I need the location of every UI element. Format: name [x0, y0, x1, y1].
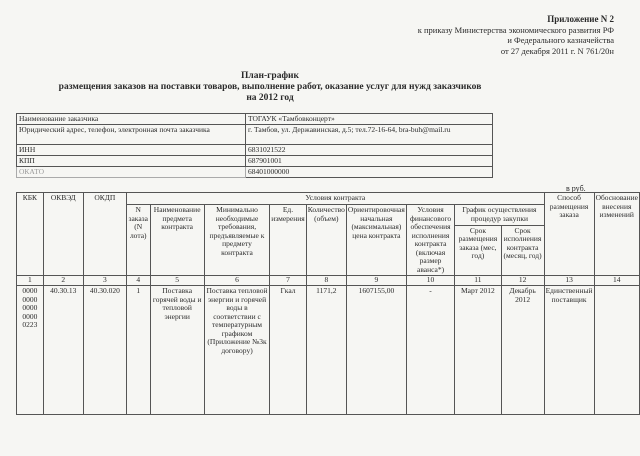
- cell-lot: 1: [126, 286, 150, 415]
- header-execution-date: Срок исполнения контракта (месяц, год): [501, 225, 544, 275]
- column-number: 9: [346, 276, 406, 286]
- plan-heading: [0, 71, 540, 104]
- header-contract-terms: Условия контракта: [126, 193, 544, 205]
- info-row: [17, 156, 493, 167]
- cell-kbk: 0000 0000 0000 0000 0223: [17, 286, 44, 415]
- column-number: 10: [406, 276, 454, 286]
- info-row: [17, 145, 493, 156]
- column-number: 2: [43, 276, 83, 286]
- cell-financing: -: [406, 286, 454, 415]
- info-label: ИНН: [17, 145, 246, 156]
- plan-year: на 2012 год: [246, 93, 294, 103]
- header-name: Наименование предмета контракта: [150, 205, 204, 276]
- header-kbk: КБК: [17, 193, 44, 276]
- column-number: 6: [204, 276, 269, 286]
- cell-price: 1607155,00: [346, 286, 406, 415]
- info-value: 68401000000: [246, 167, 493, 178]
- column-number: 11: [455, 276, 501, 286]
- info-label: КПП: [17, 156, 246, 167]
- appendix-line-2: и Федерального казначейства: [507, 35, 614, 45]
- cell-placement-date: Март 2012: [455, 286, 501, 415]
- appendix-line-1: к приказу Министерства экономического развития РФ: [417, 24, 614, 35]
- header-price: Ориентировочная начальная (максимальная) цена контракта: [346, 205, 406, 276]
- header-requirements: Минимально необходимые требования, предъявляемые к предмету контракта: [204, 205, 269, 276]
- info-row: [17, 114, 493, 125]
- header-lot: N заказа (N лота): [126, 205, 150, 276]
- column-number: 3: [83, 276, 126, 286]
- plan-title: План-график: [241, 71, 299, 81]
- info-row: [17, 167, 493, 178]
- column-number: 14: [594, 276, 639, 286]
- cell-unit: Гкал: [270, 286, 307, 415]
- cell-name: Поставка горячей воды и тепловой энергии: [150, 286, 204, 415]
- header-placement-date: Срок размещения заказа (мес, год): [455, 225, 501, 275]
- cell-quantity: 1171,2: [306, 286, 346, 415]
- header-financing: Условия финансового обеспечения исполнения контракта (включая размер аванса*): [406, 205, 454, 276]
- cell-okdp: 40.30.020: [83, 286, 126, 415]
- column-number: 4: [126, 276, 150, 286]
- header-okved: ОКВЭД: [43, 193, 83, 276]
- header-reason: Обоснование внесения изменений: [594, 193, 639, 276]
- cell-reason: [594, 286, 639, 415]
- info-value: г. Тамбов, ул. Державинская, д.5; тел.72-16-64, bra-buh@mail.ru: [246, 125, 493, 145]
- customer-info-table: [16, 113, 493, 178]
- table-row: [17, 286, 640, 415]
- column-number: 7: [270, 276, 307, 286]
- column-number: 5: [150, 276, 204, 286]
- header-row-1: [17, 193, 640, 205]
- appendix-title: Приложение N 2: [547, 14, 614, 24]
- header-okdp: ОКДП: [83, 193, 126, 276]
- plan-table: [16, 192, 640, 415]
- column-number: 12: [501, 276, 544, 286]
- column-number: 13: [544, 276, 594, 286]
- cell-method: Единственный поставщик: [544, 286, 594, 415]
- cell-requirements: Поставка тепловой энергии и горячей воды в соответствии с температурным графиком (Приложение №3к договору): [204, 286, 269, 415]
- header-quantity: Количество (объем): [306, 205, 346, 276]
- currency-note: в руб.: [566, 184, 586, 193]
- info-label: Наименование заказчика: [17, 114, 246, 125]
- info-row: [17, 125, 493, 145]
- cell-okved: 40.30.13: [43, 286, 83, 415]
- plan-subtitle: размещения заказов на поставки товаров, выполнение работ, оказание услуг для нужд заказчиков: [58, 82, 482, 92]
- column-number: 8: [306, 276, 346, 286]
- header-unit: Ед. измерения: [270, 205, 307, 276]
- info-label: Юридический адрес, телефон, электронная почта заказчика: [17, 125, 246, 145]
- cell-execution-date: Декабрь 2012: [501, 286, 544, 415]
- appendix-line-3: от 27 декабря 2011 г. N 761/20н: [500, 45, 614, 56]
- appendix-block: [418, 14, 614, 56]
- info-label: ОКАТО: [17, 167, 246, 178]
- column-numbers-row: [17, 276, 640, 286]
- info-value: 6831021522: [246, 145, 493, 156]
- header-schedule: График осуществления процедур закупки: [455, 205, 544, 226]
- header-method: Способ размещения заказа: [544, 193, 594, 276]
- column-number: 1: [17, 276, 44, 286]
- info-value: ТОГАУК «Тамбовконцерт»: [246, 114, 493, 125]
- info-value: 687901001: [246, 156, 493, 167]
